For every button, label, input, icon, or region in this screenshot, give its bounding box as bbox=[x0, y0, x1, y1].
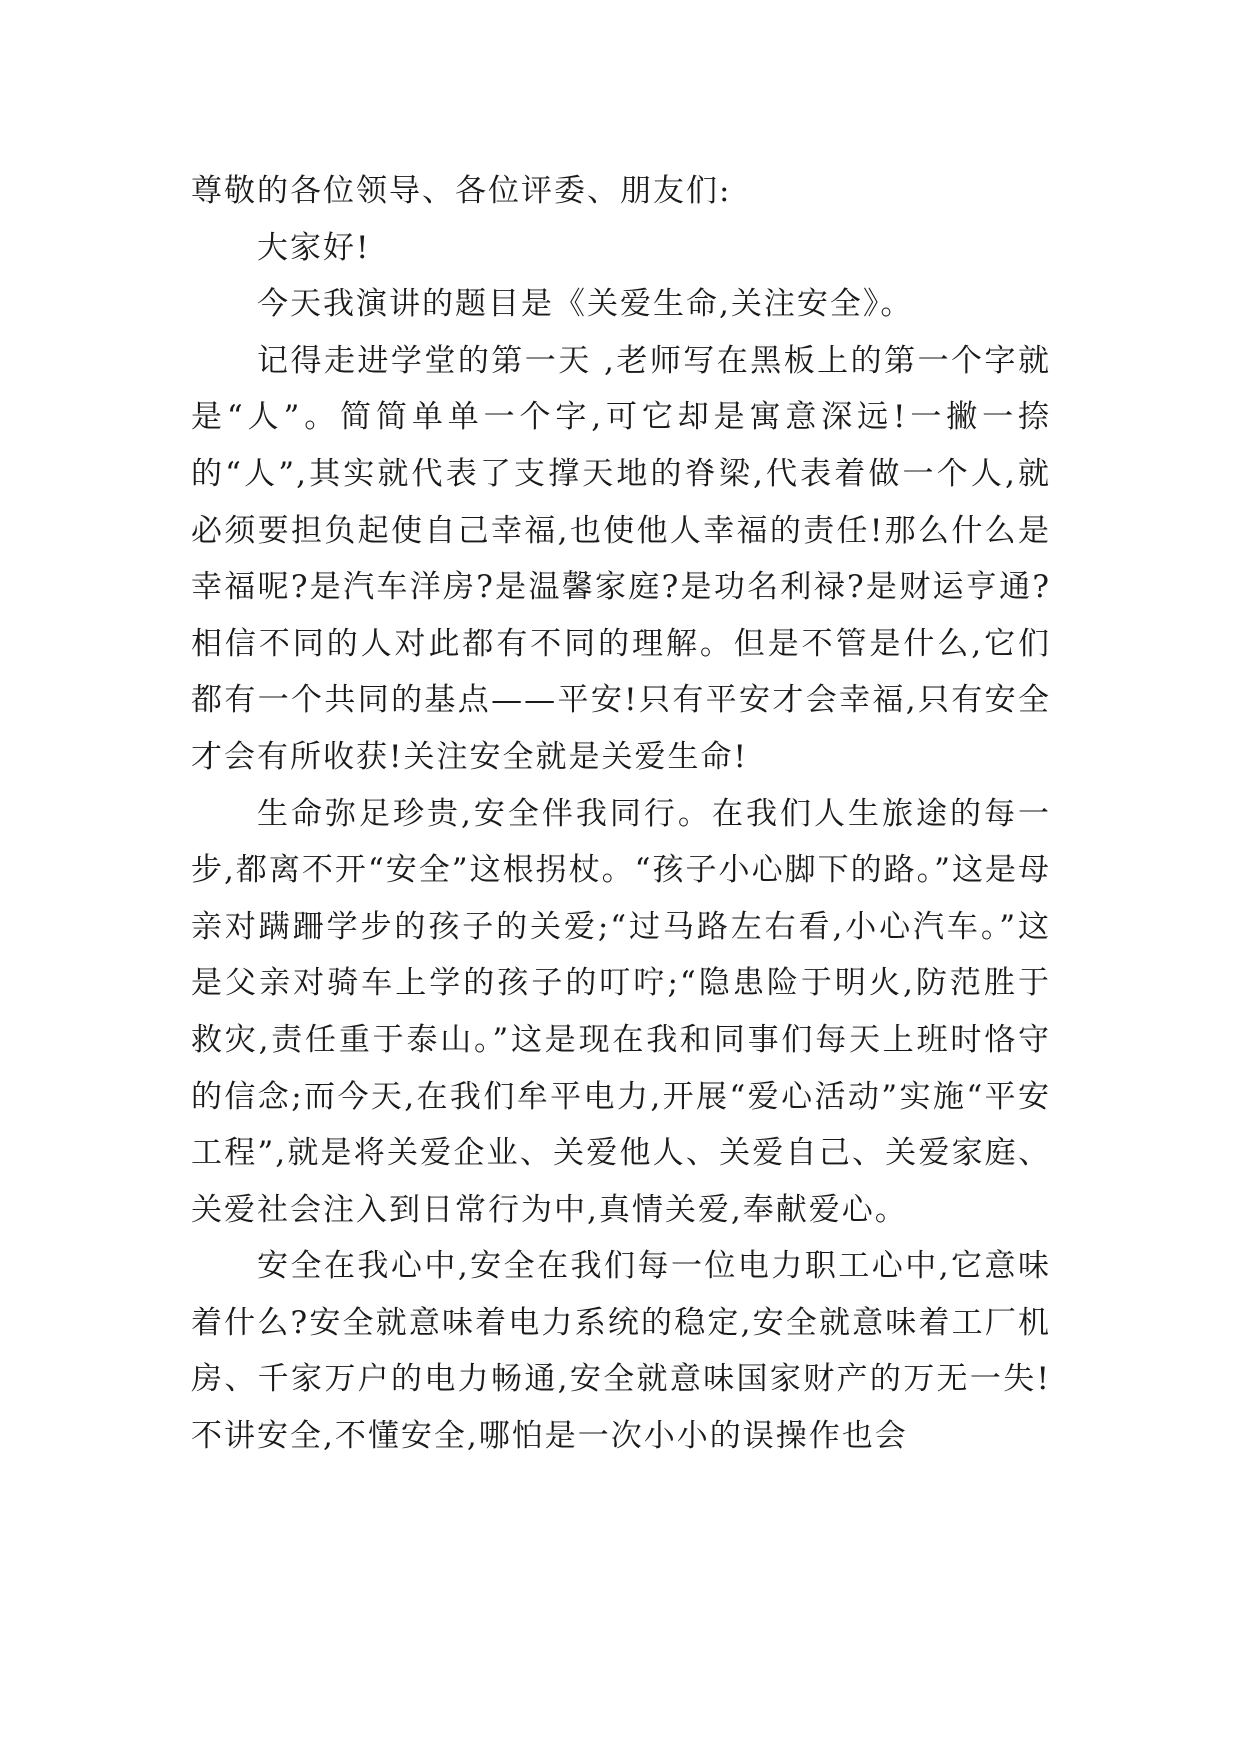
salutation: 尊敬的各位领导、各位评委、朋友们: bbox=[191, 173, 732, 209]
paragraph-first-day: 记得走进学堂的第一天 ,老师写在黑板上的第一个字就是“人”。简简单单一个字,可它却是寓意深远!一撇一捺的“人”,其实就代表了支撑天地的脊梁,代表着做一个人,就必须要担负起使自己幸福,也使他人幸福的责任!那么什么是幸福呢?是汽车洋房?是温馨家庭?是功名利禄?是财运亨通?相信不同的人对此都有不同的理解。但是不管是什么,它们都有一个共同的基点——平安!只有平安才会幸福,只有安全才会有所收获!关注安全就是关爱生命! bbox=[191, 342, 1051, 775]
paragraph-life-precious: 生命弥足珍贵,安全伴我同行。在我们人生旅途的每一步,都离不开“安全”这根拐杖。“孩子小心脚下的路。”这是母亲对蹒跚学步的孩子的关爱;“过马路左右看,小心汽车。”这是父亲对骑车上学的孩子的叮咛;“隐患险于明火,防范胜于救灾,责任重于泰山。”这是现在我和同事们每天上班时恪守的信念;而今天,在我们牟平电力,开展“爱心活动”实施“平安工程”,就是将关爱企业、关爱他人、关爱自己、关爱家庭、关爱社会注入到日常行为中,真情关爱,奉献爱心。 bbox=[191, 795, 1051, 1228]
paragraph-greeting: 大家好! bbox=[257, 229, 371, 266]
document-body bbox=[191, 163, 1051, 1465]
paragraph-safety-in-heart: 安全在我心中,安全在我们每一位电力职工心中,它意味着什么?安全就意味着电力系统的稳定,安全就意味着工厂机房、千家万户的电力畅通,安全就意味国家财产的万无一失!不讲安全,不懂安全,哪怕是一次小小的误操作也会 bbox=[191, 1248, 1051, 1455]
paragraph-topic: 今天我演讲的题目是《关爱生命,关注安全》。 bbox=[257, 286, 914, 323]
